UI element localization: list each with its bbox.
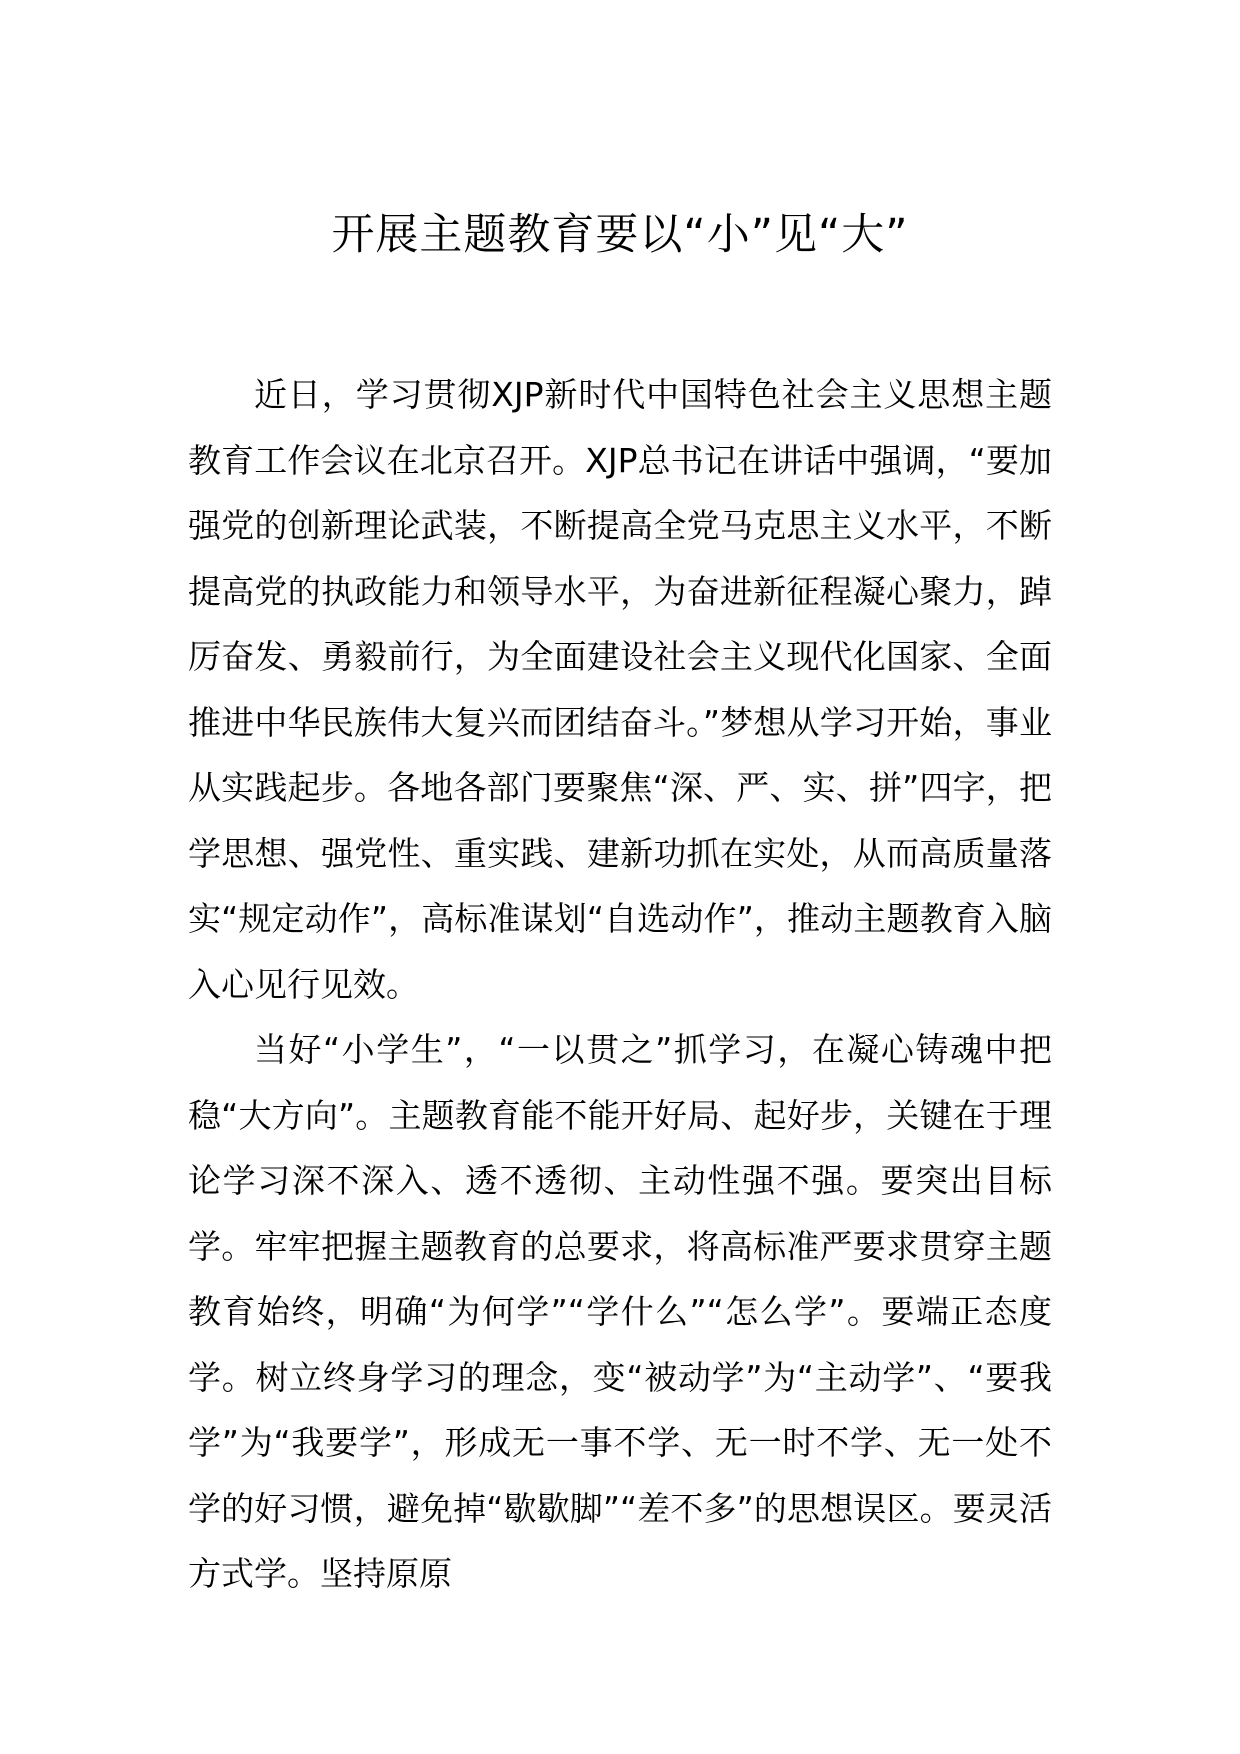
document-title: 开展主题教育要以“小”见“大” bbox=[331, 210, 909, 260]
document-body bbox=[188, 362, 1052, 1607]
paragraph-1: 近日，学习贯彻XJP新时代中国特色社会主义思想主题教育工作会议在北京召开。XJP总书记在讲话中强调，“要加强党的创新理论武装，不断提高全党马克思主义水平，不断提高党的执政能力和领导水平，为奋进新征程凝心聚力，踔厉奋发、勇毅前行，为全面建设社会主义现代化国家、全面推进中华民族伟大复兴而团结奋斗。”梦想从学习开始，事业从实践起步。各地各部门要聚焦“深、严、实、拼”四字，把学思想、强党性、重实践、建新功抓在实处，从而高质量落实“规定动作”，高标准谋划“自选动作”，推动主题教育入脑入心见行见效。 bbox=[188, 375, 1052, 1004]
paragraph-2: 当好“小学生”，“一以贯之”抓学习，在凝心铸魂中把稳“大方向”。主题教育能不能开好局、起好步，关键在于理论学习深不深入、透不透彻、主动性强不强。要突出目标学。牢牢把握主题教育的总要求，将高标准严要求贯穿主题教育始终，明确“为何学”“学什么”“怎么学”。要端正态度学。树立终身学习的理念，变“被动学”为“主动学”、“要我学”为“我要学”，形成无一事不学、无一时不学、无一处不学的好习惯，避免掉“歇歇脚”“差不多”的思想误区。要灵活方式学。坚持原原 bbox=[188, 1030, 1052, 1593]
